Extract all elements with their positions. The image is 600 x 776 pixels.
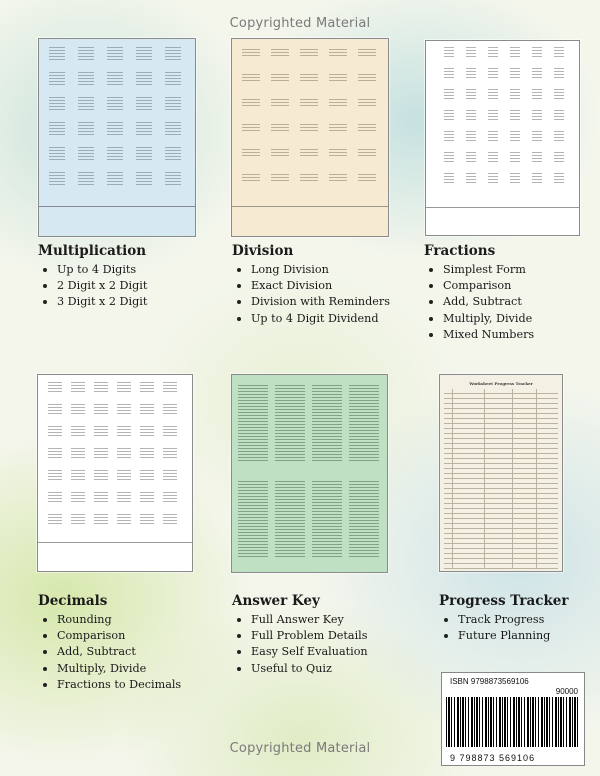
tracker-row bbox=[444, 564, 558, 569]
worksheet-problem-mark bbox=[271, 47, 289, 56]
worksheet-problem-mark bbox=[466, 68, 476, 78]
worksheet-problem-mark bbox=[107, 147, 123, 160]
worksheet-problem-mark bbox=[466, 152, 476, 162]
worksheet-problem-mark bbox=[78, 172, 94, 185]
worksheet-problem-mark bbox=[163, 469, 177, 480]
worksheet-problem-mark bbox=[107, 122, 123, 135]
worksheet-problem-mark bbox=[94, 381, 108, 392]
worksheet-problem-mark bbox=[117, 381, 131, 392]
worksheet-problem-mark bbox=[71, 425, 85, 436]
worksheet-problem-mark bbox=[242, 47, 260, 56]
section-title-decimals: Decimals bbox=[38, 593, 108, 609]
worksheet-problem-mark bbox=[271, 72, 289, 81]
worksheet-problem-mark bbox=[117, 425, 131, 436]
progress-tracker-preview bbox=[439, 374, 563, 572]
worksheet-problem-mark bbox=[554, 68, 564, 78]
worksheet-problem-mark bbox=[78, 122, 94, 135]
worksheet-problem-mark bbox=[444, 47, 454, 57]
answer-key-feature-list bbox=[232, 612, 368, 677]
worksheet-problem-mark bbox=[165, 147, 181, 160]
worksheet-problem-mark bbox=[163, 381, 177, 392]
worksheet-problem-mark bbox=[163, 491, 177, 502]
worksheet-problem-mark bbox=[488, 68, 498, 78]
list-item: Division with Reminders bbox=[232, 294, 390, 310]
worksheet-problem-mark bbox=[444, 89, 454, 99]
worksheet-problem-mark bbox=[358, 72, 376, 81]
worksheet-problem-mark bbox=[48, 491, 62, 502]
worksheet-problem-mark bbox=[300, 97, 318, 106]
worksheet-problem-mark bbox=[71, 447, 85, 458]
worksheet-problem-mark bbox=[117, 447, 131, 458]
worksheet-problem-mark bbox=[94, 513, 108, 524]
worksheet-problem-mark bbox=[510, 152, 520, 162]
worksheet-problem-mark bbox=[242, 122, 260, 131]
progress-tracker-feature-list bbox=[439, 612, 550, 644]
worksheet-problem-mark bbox=[554, 89, 564, 99]
worksheet-problem-mark bbox=[300, 72, 318, 81]
worksheet-problem-mark bbox=[136, 172, 152, 185]
answer-key-column bbox=[275, 479, 305, 559]
list-item: Up to 4 Digits bbox=[38, 262, 147, 278]
worksheet-problem-mark bbox=[358, 97, 376, 106]
worksheet-problem-mark bbox=[163, 403, 177, 414]
worksheet-problem-mark bbox=[48, 447, 62, 458]
worksheet-problem-mark bbox=[554, 110, 564, 120]
worksheet-problem-mark bbox=[49, 172, 65, 185]
list-item: Up to 4 Digit Dividend bbox=[232, 311, 390, 327]
worksheet-problem-mark bbox=[242, 172, 260, 181]
worksheet-problem-mark bbox=[49, 122, 65, 135]
list-item: Multiply, Divide bbox=[424, 311, 534, 327]
worksheet-problem-mark bbox=[532, 173, 542, 183]
worksheet-problem-mark bbox=[165, 172, 181, 185]
worksheet-problem-mark bbox=[271, 97, 289, 106]
worksheet-problem-mark bbox=[78, 97, 94, 110]
worksheet-problem-mark bbox=[163, 513, 177, 524]
list-item: Add, Subtract bbox=[424, 294, 534, 310]
section-title-fractions: Fractions bbox=[424, 243, 496, 259]
list-item: 2 Digit x 2 Digit bbox=[38, 278, 147, 294]
tracker-preview-heading: Worksheet Progress Tracker bbox=[469, 381, 533, 386]
worksheet-problem-mark bbox=[466, 131, 476, 141]
worksheet-problem-mark bbox=[165, 47, 181, 60]
worksheet-problem-mark bbox=[165, 72, 181, 85]
worksheet-problem-mark bbox=[329, 97, 347, 106]
worksheet-problem-mark bbox=[444, 68, 454, 78]
worksheet-problem-mark bbox=[136, 122, 152, 135]
worksheet-problem-mark bbox=[300, 172, 318, 181]
worksheet-problem-mark bbox=[140, 403, 154, 414]
section-title-multiplication: Multiplication bbox=[38, 243, 147, 259]
worksheet-problem-mark bbox=[271, 172, 289, 181]
barcode-bars bbox=[446, 697, 578, 747]
worksheet-problem-mark bbox=[140, 447, 154, 458]
worksheet-problem-mark bbox=[163, 447, 177, 458]
worksheet-problem-mark bbox=[329, 72, 347, 81]
worksheet-problem-mark bbox=[300, 147, 318, 156]
list-item: Add, Subtract bbox=[38, 644, 181, 660]
worksheet-problem-mark bbox=[48, 381, 62, 392]
worksheet-problem-mark bbox=[140, 381, 154, 392]
list-item: Rounding bbox=[38, 612, 181, 628]
worksheet-problem-mark bbox=[466, 89, 476, 99]
worksheet-problem-mark bbox=[140, 491, 154, 502]
worksheet-problem-mark bbox=[466, 173, 476, 183]
worksheet-problem-mark bbox=[532, 110, 542, 120]
multiplication-feature-list bbox=[38, 262, 147, 311]
decimals-feature-list bbox=[38, 612, 181, 693]
worksheet-problem-mark bbox=[136, 97, 152, 110]
list-item: Multiply, Divide bbox=[38, 661, 181, 677]
worksheet-problem-mark bbox=[242, 97, 260, 106]
worksheet-problem-mark bbox=[510, 68, 520, 78]
worksheet-problem-mark bbox=[510, 131, 520, 141]
worksheet-problem-mark bbox=[532, 68, 542, 78]
worksheet-problem-mark bbox=[554, 47, 564, 57]
tracker-column-divider bbox=[484, 389, 485, 569]
worksheet-problem-mark bbox=[242, 72, 260, 81]
isbn-number: 9 798873 569106 bbox=[450, 753, 536, 763]
worksheet-problem-mark bbox=[78, 147, 94, 160]
barcode-price: 90000 bbox=[555, 687, 578, 696]
list-item: Track Progress bbox=[439, 612, 550, 628]
division-preview bbox=[231, 38, 389, 237]
worksheet-problem-mark bbox=[358, 172, 376, 181]
worksheet-problem-mark bbox=[49, 47, 65, 60]
section-title-progress-tracker: Progress Tracker bbox=[439, 593, 569, 609]
worksheet-problem-mark bbox=[49, 147, 65, 160]
worksheet-problem-mark bbox=[165, 122, 181, 135]
list-item: Mixed Numbers bbox=[424, 327, 534, 343]
answer-key-column bbox=[312, 479, 342, 559]
decimals-preview bbox=[37, 374, 193, 572]
watermark-top: Copyrighted Material bbox=[229, 16, 371, 31]
watermark-bottom: Copyrighted Material bbox=[229, 741, 371, 756]
worksheet-problem-mark bbox=[554, 152, 564, 162]
worksheet-problem-mark bbox=[532, 47, 542, 57]
list-item: Comparison bbox=[38, 628, 181, 644]
worksheet-problem-mark bbox=[532, 131, 542, 141]
worksheet-problem-mark bbox=[510, 110, 520, 120]
worksheet-problem-mark bbox=[71, 491, 85, 502]
worksheet-problem-mark bbox=[117, 513, 131, 524]
answer-key-column bbox=[238, 383, 268, 463]
worksheet-problem-mark bbox=[444, 131, 454, 141]
worksheet-problem-mark bbox=[48, 513, 62, 524]
answer-key-preview bbox=[231, 374, 388, 573]
worksheet-problem-mark bbox=[532, 89, 542, 99]
worksheet-problem-mark bbox=[300, 122, 318, 131]
worksheet-problem-mark bbox=[358, 147, 376, 156]
answer-key-column bbox=[349, 479, 379, 559]
fractions-preview bbox=[425, 40, 580, 236]
worksheet-problem-mark bbox=[71, 381, 85, 392]
worksheet-problem-mark bbox=[94, 447, 108, 458]
worksheet-problem-mark bbox=[94, 403, 108, 414]
multiplication-preview bbox=[38, 38, 196, 237]
worksheet-problem-mark bbox=[136, 47, 152, 60]
worksheet-problem-mark bbox=[136, 147, 152, 160]
section-title-division: Division bbox=[232, 243, 294, 259]
worksheet-problem-mark bbox=[107, 97, 123, 110]
worksheet-problem-mark bbox=[466, 110, 476, 120]
worksheet-problem-mark bbox=[510, 47, 520, 57]
worksheet-problem-mark bbox=[107, 47, 123, 60]
worksheet-problem-mark bbox=[48, 469, 62, 480]
list-item: Long Division bbox=[232, 262, 390, 278]
worksheet-problem-mark bbox=[71, 513, 85, 524]
worksheet-problem-mark bbox=[488, 47, 498, 57]
worksheet-problem-mark bbox=[49, 72, 65, 85]
worksheet-problem-mark bbox=[358, 47, 376, 56]
list-item: Future Planning bbox=[439, 628, 550, 644]
worksheet-problem-mark bbox=[488, 152, 498, 162]
worksheet-problem-mark bbox=[444, 173, 454, 183]
worksheet-problem-mark bbox=[94, 425, 108, 436]
worksheet-problem-mark bbox=[554, 131, 564, 141]
worksheet-problem-mark bbox=[140, 469, 154, 480]
worksheet-problem-mark bbox=[329, 47, 347, 56]
worksheet-problem-mark bbox=[300, 47, 318, 56]
worksheet-problem-mark bbox=[488, 89, 498, 99]
worksheet-problem-mark bbox=[510, 89, 520, 99]
worksheet-problem-mark bbox=[488, 173, 498, 183]
worksheet-problem-mark bbox=[48, 425, 62, 436]
list-item: Simplest Form bbox=[424, 262, 534, 278]
isbn-label: ISBN 9798873569106 bbox=[450, 677, 529, 686]
worksheet-problem-mark bbox=[107, 72, 123, 85]
section-title-answer-key: Answer Key bbox=[232, 593, 320, 609]
worksheet-problem-mark bbox=[510, 173, 520, 183]
list-item: Fractions to Decimals bbox=[38, 677, 181, 693]
worksheet-problem-mark bbox=[242, 147, 260, 156]
worksheet-problem-mark bbox=[94, 491, 108, 502]
worksheet-problem-mark bbox=[444, 110, 454, 120]
worksheet-problem-mark bbox=[107, 172, 123, 185]
fractions-feature-list bbox=[424, 262, 534, 343]
answer-key-column bbox=[349, 383, 379, 463]
tracker-column-divider bbox=[536, 389, 537, 569]
worksheet-problem-mark bbox=[48, 403, 62, 414]
list-item: Full Problem Details bbox=[232, 628, 368, 644]
worksheet-problem-mark bbox=[140, 513, 154, 524]
division-feature-list bbox=[232, 262, 390, 327]
worksheet-problem-mark bbox=[329, 172, 347, 181]
answer-key-column bbox=[312, 383, 342, 463]
list-item: Easy Self Evaluation bbox=[232, 644, 368, 660]
tracker-column-divider bbox=[512, 389, 513, 569]
worksheet-problem-mark bbox=[49, 97, 65, 110]
list-item: Useful to Quiz bbox=[232, 661, 368, 677]
worksheet-problem-mark bbox=[71, 469, 85, 480]
answer-key-column bbox=[238, 479, 268, 559]
worksheet-problem-mark bbox=[78, 72, 94, 85]
worksheet-problem-mark bbox=[358, 122, 376, 131]
worksheet-problem-mark bbox=[117, 469, 131, 480]
worksheet-problem-mark bbox=[329, 147, 347, 156]
worksheet-problem-mark bbox=[271, 122, 289, 131]
worksheet-problem-mark bbox=[117, 403, 131, 414]
list-item: Exact Division bbox=[232, 278, 390, 294]
worksheet-problem-mark bbox=[554, 173, 564, 183]
list-item: Comparison bbox=[424, 278, 534, 294]
answer-key-column bbox=[275, 383, 305, 463]
worksheet-problem-mark bbox=[163, 425, 177, 436]
list-item: Full Answer Key bbox=[232, 612, 368, 628]
worksheet-problem-mark bbox=[78, 47, 94, 60]
worksheet-problem-mark bbox=[165, 97, 181, 110]
worksheet-problem-mark bbox=[532, 152, 542, 162]
worksheet-problem-mark bbox=[466, 47, 476, 57]
worksheet-problem-mark bbox=[94, 469, 108, 480]
worksheet-problem-mark bbox=[71, 403, 85, 414]
worksheet-problem-mark bbox=[271, 147, 289, 156]
worksheet-problem-mark bbox=[488, 110, 498, 120]
worksheet-problem-mark bbox=[444, 152, 454, 162]
worksheet-problem-mark bbox=[329, 122, 347, 131]
worksheet-problem-mark bbox=[140, 425, 154, 436]
list-item: 3 Digit x 2 Digit bbox=[38, 294, 147, 310]
worksheet-problem-mark bbox=[117, 491, 131, 502]
tracker-column-divider bbox=[452, 389, 453, 569]
worksheet-problem-mark bbox=[136, 72, 152, 85]
worksheet-problem-mark bbox=[488, 131, 498, 141]
